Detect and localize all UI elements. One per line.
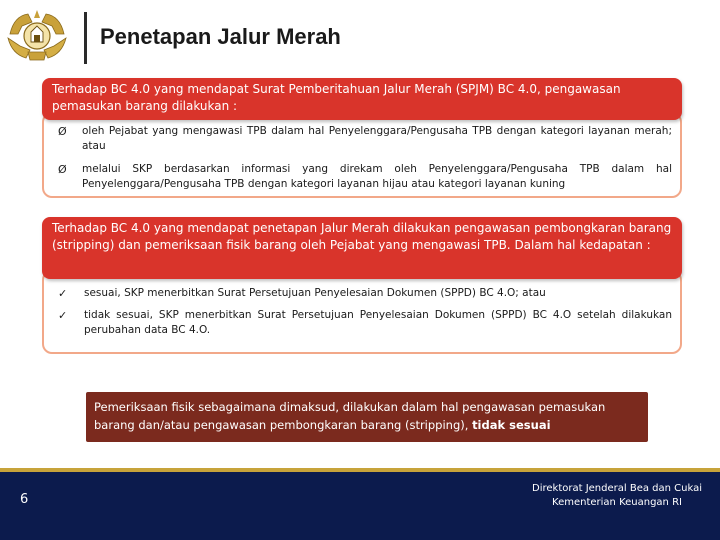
checkmark-bullet-icon: ✓ — [58, 309, 68, 322]
footer-org-line-2: Kementerian Keuangan RI — [552, 497, 682, 508]
header-divider — [84, 12, 87, 64]
checkmark-bullet-icon: ✓ — [58, 287, 68, 300]
footer-bar — [0, 472, 720, 540]
note-box — [86, 392, 648, 442]
section-2-content — [42, 270, 682, 354]
section-1-content — [42, 112, 682, 198]
section-1-item-1: oleh Pejabat yang mengawasi TPB dalam hal Penyelenggara/Pengusaha TPB dengan kategori layanan merah; atau — [82, 125, 672, 152]
arrow-bullet-icon: Ø — [58, 163, 67, 176]
note-emphasis: tidak sesuai — [472, 418, 551, 432]
section-2-item-2: tidak sesuai, SKP menerbitkan Surat Persetujuan Penyelesaian Dokumen (SPPD) BC 4.O setelah dilakukan perubahan data BC 4.O. — [84, 309, 672, 336]
section-1-heading: Terhadap BC 4.0 yang mendapat Surat Pemberitahuan Jalur Merah (SPJM) BC 4.0, pengawasan pemasukan barang dilakukan : — [42, 78, 682, 120]
footer-org-line-1: Direktorat Jenderal Bea dan Cukai — [532, 483, 702, 494]
note-text: Pemeriksaan fisik sebagaimana dimaksud, dilakukan dalam hal pengawasan pemasukan barang dan/atau pengawasan pembongkaran barang (stripping), — [94, 400, 606, 432]
section-1-item-2: melalui SKP berdasarkan informasi yang direkam oleh Penyelenggara/Pengusaha TPB dalam hal Penyelenggara/Pengusaha TPB dengan kategori layanan hijau atau kategori layanan kuning — [82, 163, 672, 190]
footer-organization — [532, 482, 702, 510]
section-2-item-1: sesuai, SKP menerbitkan Surat Persetujuan Penyelesaian Dokumen (SPPD) BC 4.O; atau — [84, 287, 546, 299]
section-2-heading: Terhadap BC 4.0 yang mendapat penetapan Jalur Merah dilakukan pengawasan pembongkaran barang (stripping) dan pemeriksaan fisik barang oleh Pejabat yang mengawasi TPB. Dalam hal kedapatan : — [42, 217, 682, 279]
customs-emblem-logo — [4, 4, 70, 70]
arrow-bullet-icon: Ø — [58, 125, 67, 138]
page-title: Penetapan Jalur Merah — [100, 24, 341, 49]
page-number: 6 — [20, 492, 29, 507]
